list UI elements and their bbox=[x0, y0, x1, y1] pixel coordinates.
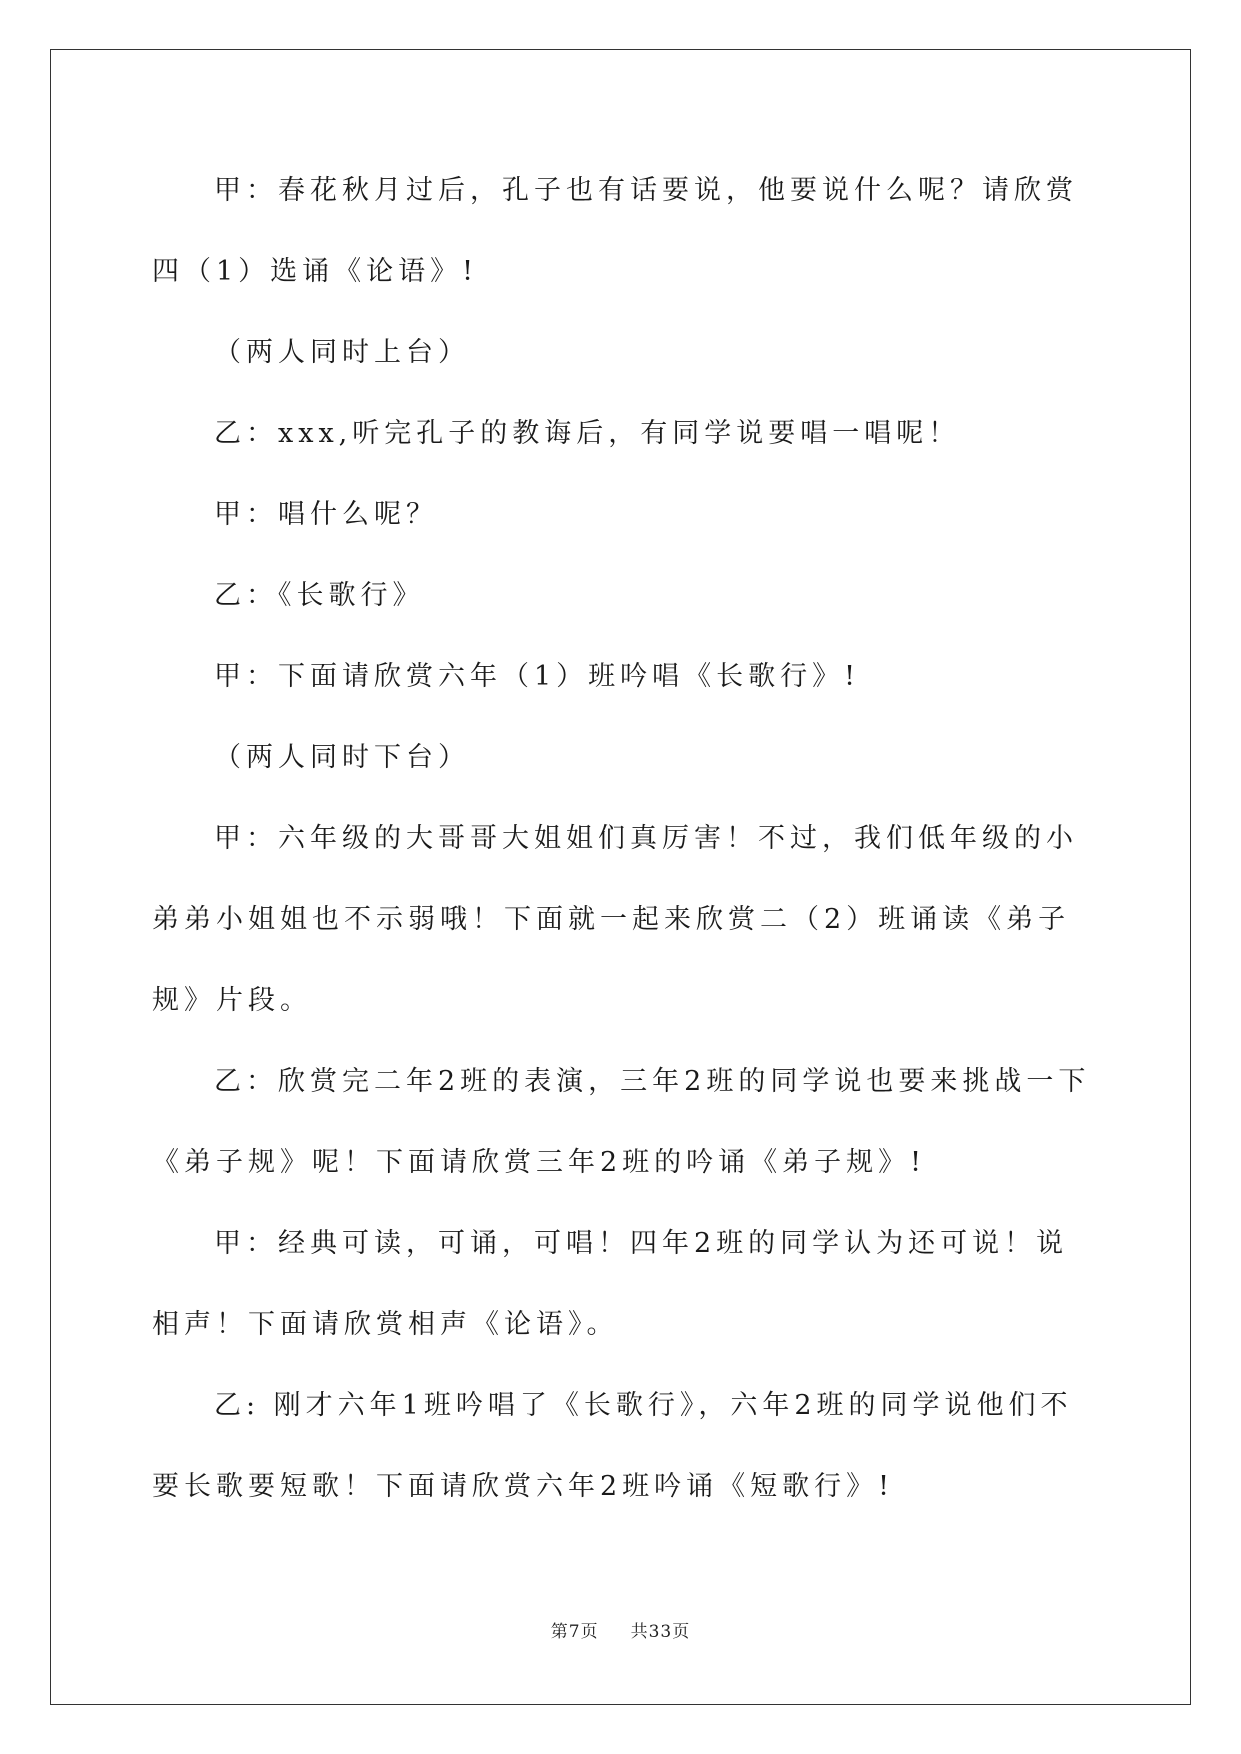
page-total: 共33页 bbox=[630, 1622, 691, 1642]
paragraph-5: 乙：《长歌行》 bbox=[214, 580, 425, 611]
paragraph-8: 甲：六年级的大哥哥大姐姐们真厉害！不过，我们低年级的小弟弟小姐姐也不示弱哦！下面就一起来欣赏二（2）班诵读《弟子规》片段。 bbox=[152, 823, 1078, 1016]
paragraph-10: 甲：经典可读，可诵，可唱！四年2班的同学认为还可说！说相声！下面请欣赏相声《论语》。 bbox=[152, 1228, 1069, 1340]
document-body bbox=[152, 150, 1092, 1527]
paragraph-6: 甲：下面请欣赏六年（1）班吟唱《长歌行》! bbox=[214, 661, 861, 692]
paragraph-1: 甲：春花秋月过后，孔子也有话要说，他要说什么呢？请欣赏四（1）选诵《论语》! bbox=[152, 175, 1078, 287]
paragraph-9: 乙：欣赏完二年2班的表演，三年2班的同学说也要来挑战一下《弟子规》呢！下面请欣赏三年2班的吟诵《弟子规》! bbox=[152, 1066, 1091, 1178]
paragraph-4: 甲：唱什么呢？ bbox=[214, 499, 438, 530]
paragraph-7: （两人同时下台） bbox=[214, 742, 470, 773]
paragraph-2: （两人同时上台） bbox=[214, 337, 470, 368]
page-number: 第7页 bbox=[550, 1622, 599, 1642]
paragraph-3: 乙：xxx,听完孔子的教诲后，有同学说要唱一唱呢！ bbox=[214, 418, 961, 449]
paragraph-11: 乙: 刚才六年1班吟唱了《长歌行》，六年2班的同学说他们不要长歌要短歌！下面请欣赏六年2班吟诵《短歌行》! bbox=[152, 1390, 1073, 1502]
page-footer bbox=[0, 1617, 1241, 1642]
